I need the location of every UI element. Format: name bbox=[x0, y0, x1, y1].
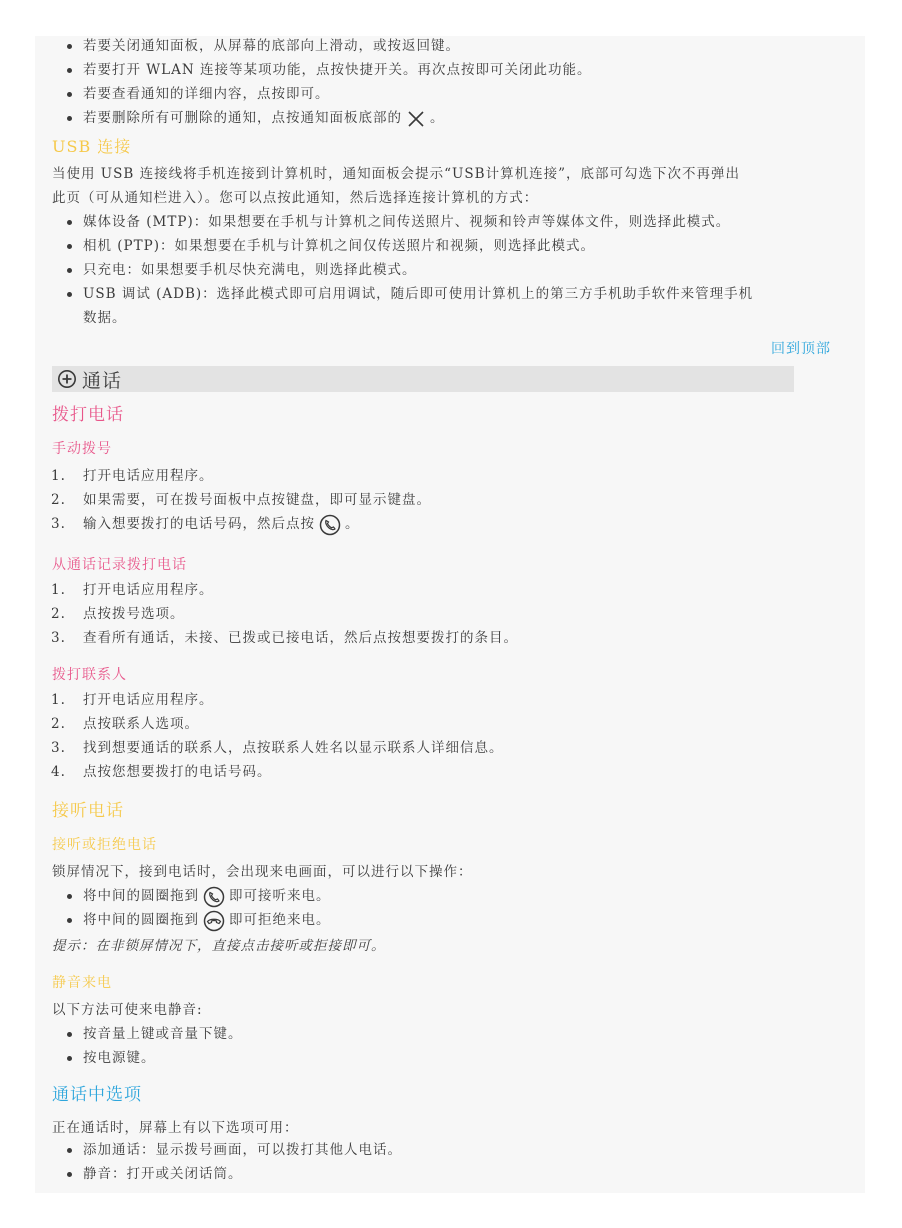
step-number: 3. bbox=[51, 630, 66, 646]
call-log-heading: 从通话记录拨打电话 bbox=[52, 557, 187, 573]
dial-heading: 拨打电话 bbox=[52, 405, 124, 425]
list-item bbox=[63, 908, 865, 932]
in-call-heading: 通话中选项 bbox=[52, 1085, 142, 1105]
answer-bullets bbox=[35, 884, 865, 932]
list-item bbox=[51, 602, 865, 626]
step-text: 点按您想要拨打的电话号码。 bbox=[83, 764, 272, 780]
list-item: 静音：打开或关闭话筒。 bbox=[63, 1162, 865, 1186]
reject-text-after: 即可拒绝来电。 bbox=[229, 912, 331, 928]
document-page bbox=[35, 36, 865, 1193]
in-call-bullets bbox=[35, 1138, 865, 1186]
usb-debug-line1: USB 调试 (ADB)：选择此模式即可启用调试，随后即可使用计算机上的第三方手机助手软件来管理手机 bbox=[83, 286, 754, 302]
step-number: 2. bbox=[51, 492, 66, 508]
mute-heading: 静音来电 bbox=[52, 975, 112, 991]
step-number: 2. bbox=[51, 606, 66, 622]
list-item: 添加通话：显示拨号画面，可以拨打其他人电话。 bbox=[63, 1138, 865, 1162]
contact-dial-heading: 拨打联系人 bbox=[52, 667, 127, 683]
step-text: 如果需要，可在拨号面板中点按键盘，即可显示键盘。 bbox=[83, 492, 431, 508]
list-item bbox=[51, 760, 865, 784]
step-number: 3. bbox=[51, 516, 66, 532]
list-item bbox=[51, 626, 865, 650]
list-item: 若要打开 WLAN 连接等某项功能，点按快捷开关。再次点按即可关闭此功能。 bbox=[63, 58, 865, 82]
mute-intro: 以下方法可使来电静音: bbox=[52, 1002, 203, 1018]
phone-call-icon bbox=[319, 514, 341, 536]
list-item bbox=[51, 488, 865, 512]
manual-dial-steps bbox=[35, 464, 865, 536]
section-header-call[interactable] bbox=[52, 366, 794, 392]
step-text: 打开电话应用程序。 bbox=[83, 692, 214, 708]
delete-text-after: 。 bbox=[430, 110, 445, 126]
accept-text-after: 即可接听来电。 bbox=[229, 888, 331, 904]
plus-circle-icon[interactable] bbox=[57, 369, 77, 389]
step-number: 1. bbox=[51, 468, 66, 484]
delete-text-before: 若要删除所有可删除的通知，点按通知面板底部的 bbox=[83, 110, 402, 126]
mute-bullets bbox=[35, 1022, 865, 1070]
usb-mode-bullets bbox=[35, 210, 865, 330]
list-item: 相机 (PTP)：如果想要在手机与计算机之间仅传送照片和视频，则选择此模式。 bbox=[63, 234, 865, 258]
call-log-steps bbox=[35, 578, 865, 650]
list-item: 若要查看通知的详细内容，点按即可。 bbox=[63, 82, 865, 106]
step-number: 1. bbox=[51, 582, 66, 598]
step-text: 打开电话应用程序。 bbox=[83, 468, 214, 484]
list-item bbox=[51, 512, 865, 536]
list-item: 按电源键。 bbox=[63, 1046, 865, 1070]
list-item bbox=[51, 712, 865, 736]
list-item bbox=[63, 282, 865, 330]
notification-panel-bullets bbox=[35, 36, 865, 130]
reject-text-before: 将中间的圆圈拖到 bbox=[83, 912, 199, 928]
step-text: 查看所有通话，未接、已拨或已接电话，然后点按想要拨打的条目。 bbox=[83, 630, 518, 646]
step-text: 输入想要拨打的电话号码，然后点按 bbox=[83, 516, 315, 532]
answer-heading: 接听电话 bbox=[52, 801, 124, 821]
answer-reject-heading: 接听或拒绝电话 bbox=[52, 837, 157, 853]
step-text: 找到想要通话的联系人，点按联系人姓名以显示联系人详细信息。 bbox=[83, 740, 504, 756]
step-text: 点按联系人选项。 bbox=[83, 716, 199, 732]
list-item bbox=[51, 578, 865, 602]
manual-dial-heading: 手动拨号 bbox=[52, 441, 112, 457]
list-item bbox=[63, 884, 865, 908]
answer-intro: 锁屏情况下，接到电话时，会出现来电画面，可以进行以下操作： bbox=[52, 864, 473, 880]
list-item: 若要关闭通知面板，从屏幕的底部向上滑动，或按返回键。 bbox=[63, 36, 865, 58]
answer-tip: 提示：在非锁屏情况下，直接点击接听或拒接即可。 bbox=[52, 938, 386, 954]
step-number: 1. bbox=[51, 692, 66, 708]
list-item bbox=[51, 736, 865, 760]
list-item: 只充电：如果想要手机尽快充满电，则选择此模式。 bbox=[63, 258, 865, 282]
step-number: 3. bbox=[51, 740, 66, 756]
contact-dial-steps bbox=[35, 688, 865, 784]
usb-intro-line2: 此页（可从通知栏进入）。您可以点按此通知，然后选择连接计算机的方式： bbox=[52, 190, 539, 206]
usb-debug-line2: 数据。 bbox=[83, 310, 127, 326]
step-text-end: 。 bbox=[345, 516, 360, 532]
list-item bbox=[51, 688, 865, 712]
list-item: 按音量上键或音量下键。 bbox=[63, 1022, 865, 1046]
phone-hangup-icon bbox=[203, 910, 225, 932]
close-icon bbox=[406, 111, 426, 127]
list-item: 媒体设备 (MTP)：如果想要在手机与计算机之间传送照片、视频和铃声等媒体文件，则选择此模式。 bbox=[63, 210, 865, 234]
accept-text-before: 将中间的圆圈拖到 bbox=[83, 888, 199, 904]
usb-intro-line1: 当使用 USB 连接线将手机连接到计算机时，通知面板会提示“USB计算机连接”，底部可勾选下次不再弹出 bbox=[52, 166, 740, 182]
step-number: 2. bbox=[51, 716, 66, 732]
step-text: 点按拨号选项。 bbox=[83, 606, 185, 622]
step-text: 打开电话应用程序。 bbox=[83, 582, 214, 598]
list-item bbox=[63, 106, 865, 130]
list-item bbox=[51, 464, 865, 488]
phone-answer-icon bbox=[203, 886, 225, 908]
in-call-intro: 正在通话时，屏幕上有以下选项可用： bbox=[52, 1120, 299, 1136]
usb-heading: USB 连接 bbox=[52, 137, 132, 156]
section-title: 通话 bbox=[82, 369, 123, 392]
back-to-top-link[interactable]: 回到顶部 bbox=[771, 341, 831, 357]
step-number: 4. bbox=[51, 764, 66, 780]
